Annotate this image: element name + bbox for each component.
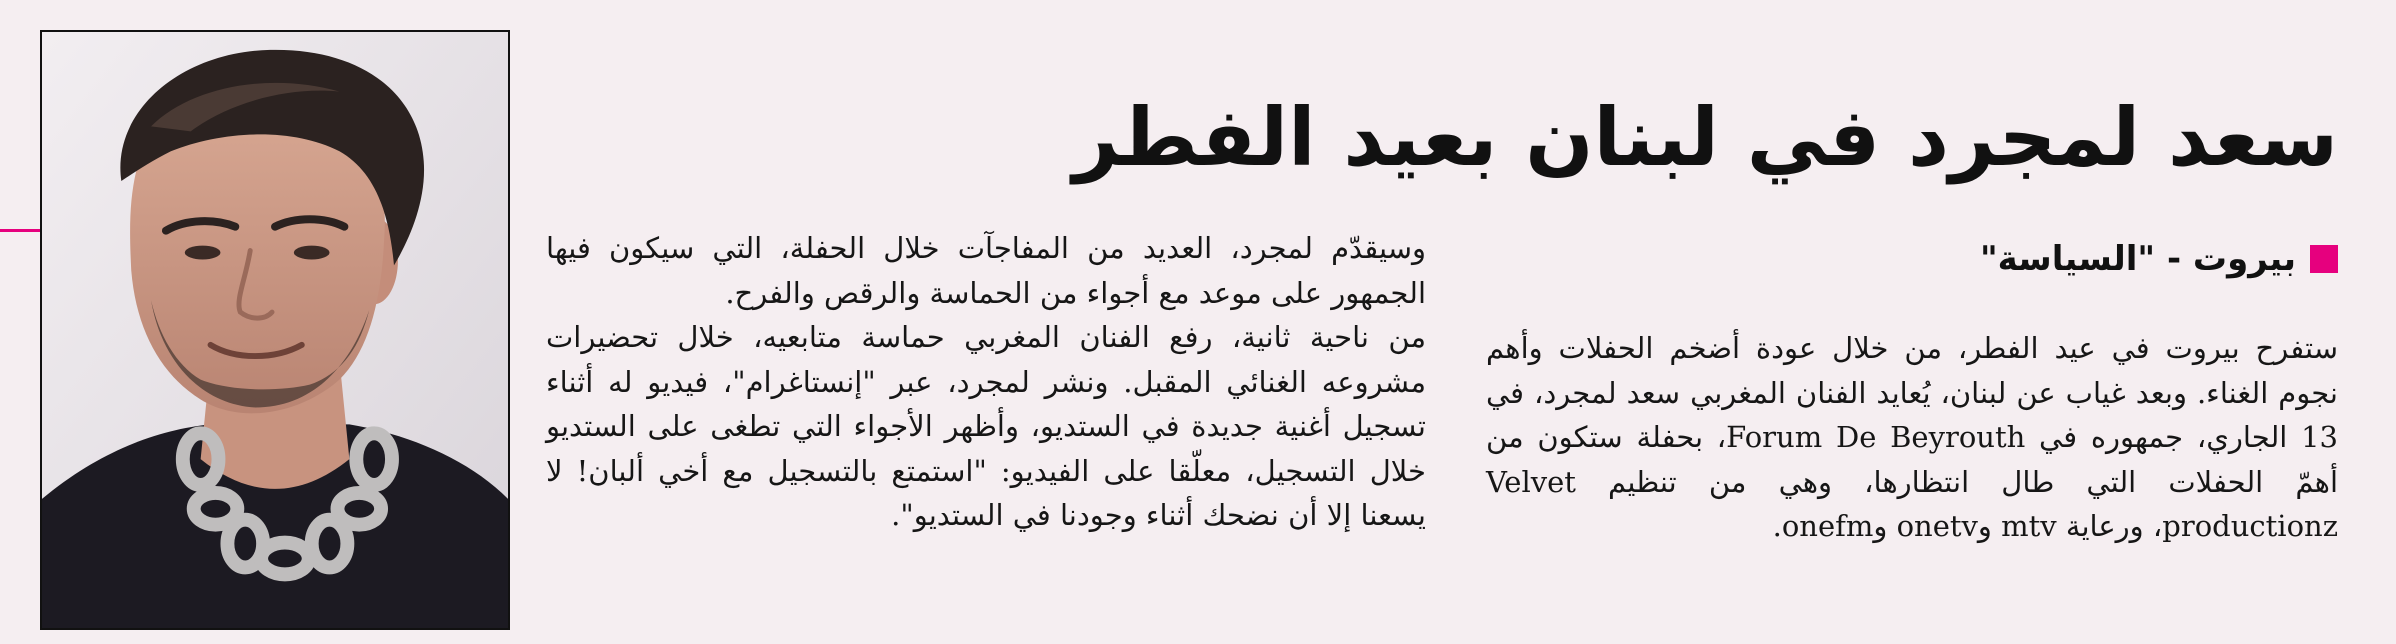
paragraph: من ناحية ثانية، رفع الفنان المغربي حماسة متابعيه، خلال تحضيرات مشروعه الغنائي المقبل. ونشر لمجرد، عبر "إنستاغرام"، فيديو له أثناء تسجيل أغنية جديدة في الستديو، وأظهر الأجواء التي تطغى على الستديو خلال التسجيل، معلّقا على الفيديو: "استمتع بالتسجيل مع أخي ألبان! لا يسعنا إلا أن نضحك أثناء وجودنا في الستديو".	[546, 320, 1426, 532]
paragraph: وسيقدّم لمجرد، العديد من المفاجآت خلال الحفلة، التي سيكون فيها الجمهور على موعد مع أجواء من الحماسة والرقص والفرح.	[546, 231, 1426, 310]
bullet-square-icon	[2310, 245, 2338, 273]
headline: سعد لمجرد في لبنان بعيد الفطر	[1072, 91, 2338, 184]
portrait-photo	[40, 30, 510, 630]
article-column-left	[546, 226, 1426, 538]
article-column-right	[1486, 326, 2338, 549]
dateline	[1980, 234, 2338, 284]
paragraph: ستفرح بيروت في عيد الفطر، من خلال عودة أضخم الحفلات وأهم نجوم الغناء. وبعد غياب عن لبنان، يُعايد الفنان المغربي سعد لمجرد، في 13 الجاري، جمهوره في Forum De Beyrouth، بحفلة ستكون من أهمّ الحفلات التي طال انتظارها، وهي من تنظيم Velvet productionz، ورعاية mtv وonetv وonefm.	[1486, 331, 2338, 543]
portrait-photo-icon	[42, 32, 508, 628]
accent-line	[0, 229, 40, 232]
dateline-text: بيروت - "السياسة"	[1979, 239, 2296, 279]
